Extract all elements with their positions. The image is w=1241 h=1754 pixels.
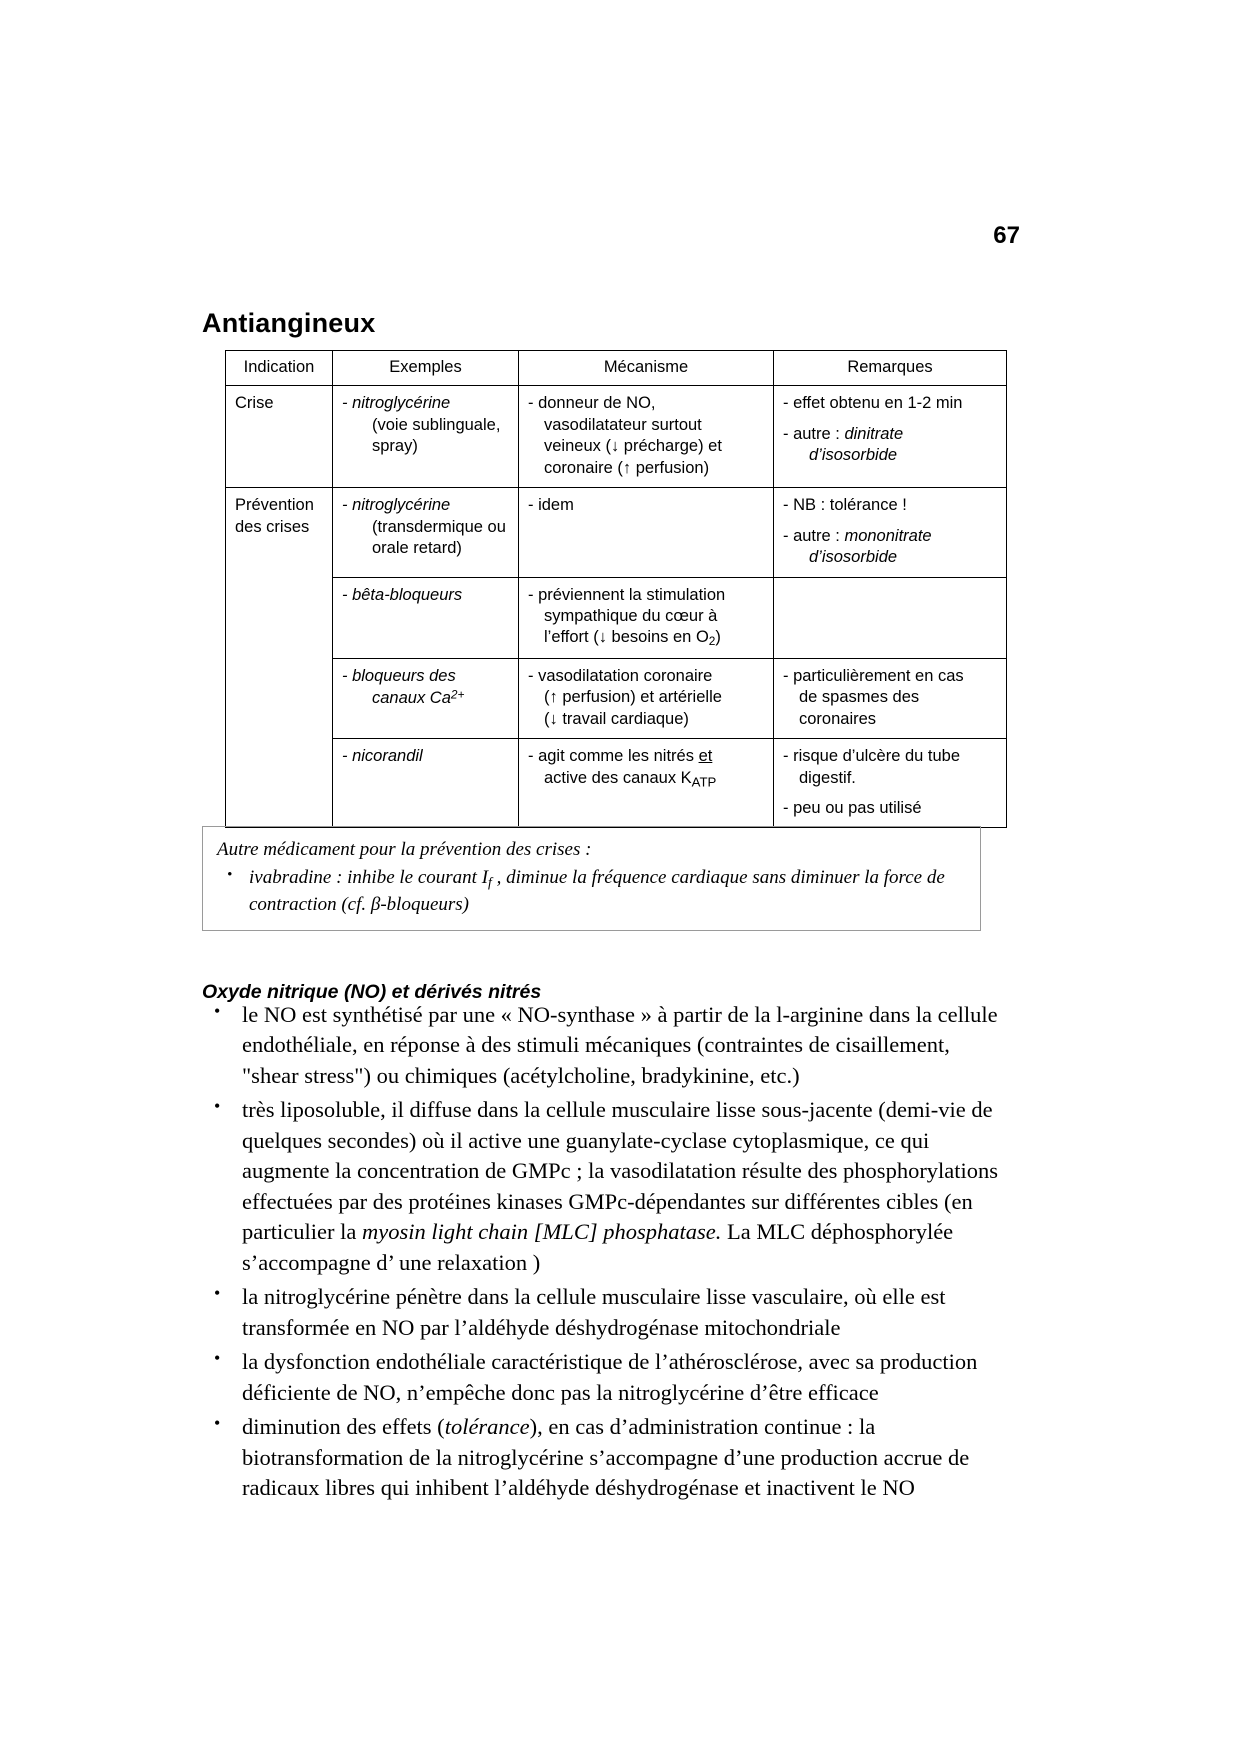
page-title: Antiangineux xyxy=(202,308,376,339)
cell-remarques xyxy=(774,577,1007,658)
text-drug-name: - nitroglycérine xyxy=(342,496,451,515)
note-list xyxy=(217,865,966,918)
cell-mecanisme xyxy=(519,658,774,738)
cell-remarques xyxy=(774,488,1007,577)
text-line: l’effort (↓ besoins en $O_2$) xyxy=(544,628,721,649)
page-number: 67 xyxy=(993,222,1020,249)
column-header-exemples: Exemples xyxy=(333,351,519,386)
cell-remarques xyxy=(774,739,1007,828)
text-line: - risque d’ulcère du tube xyxy=(783,747,961,766)
text-line: d’isosorbide xyxy=(809,446,898,465)
cell-exemples xyxy=(333,658,519,738)
text-line: veineux (↓ précharge) et xyxy=(544,437,722,456)
text-line: Prévention xyxy=(235,496,314,515)
table-row xyxy=(226,386,1007,488)
list-item: • la dysfonction endothéliale caractéristique de l’athérosclérose, avec sa production déficiente de NO, n’empêche donc pas la nitroglycérine d’être efficace xyxy=(202,1347,1002,1408)
prose-list xyxy=(202,1000,1002,1504)
text-drug-class: - bloqueurs des xyxy=(342,666,456,685)
section-body xyxy=(202,1000,1002,1508)
column-header-remarques: Remarques xyxy=(774,351,1007,386)
cell-indication xyxy=(226,488,333,828)
text-line: - donneur de NO, xyxy=(528,394,656,413)
text-line: coronaires xyxy=(799,709,877,728)
text-drug-name: dinitrate xyxy=(844,424,904,443)
text-line: active des canaux $K_{ATP}$ xyxy=(544,768,717,789)
text-drug-class: - bêta-bloqueurs xyxy=(342,585,463,604)
list-item: • très liposoluble, il diffuse dans la cellule musculaire lisse sous-jacente (demi-vie de quelques secondes) où il active une guanylate-cyclase cytoplasmique, ce qui augmente la concentration de GMPc ; la vasodilatation résulte des phosphorylations effectuées par des protéines kinases GMPc-dépendantes sur différentes cibles (en particulier la myosin light chain [MLC] phosphatase. La MLC déphosphorylée s’accompagne d’ une relaxation ) xyxy=(202,1095,1002,1278)
list-item: • diminution des effets (tolérance), en cas d’administration continue : la biotransformation de la nitroglycérine s’accompagne d’une production accrue de radicaux libres qui inhibent l’aldéhyde déshydrogénase et inactivent le NO xyxy=(202,1412,1002,1503)
text-line: - particulièrement en cas xyxy=(783,666,964,685)
text-drug-name: - nicorandil xyxy=(342,747,423,766)
note-box xyxy=(202,826,981,931)
cell-remarques xyxy=(774,658,1007,738)
antianginal-table xyxy=(225,350,1007,828)
text-line: canaux $Ca^{2+}$ xyxy=(372,687,465,707)
text-line: coronaire (↑ perfusion) xyxy=(544,458,710,477)
text-line: des crises xyxy=(235,517,310,536)
text-line: - agit comme les nitrés et xyxy=(528,747,713,766)
text-line: - NB : tolérance ! xyxy=(783,496,907,515)
text-line: spray) xyxy=(372,437,418,456)
cell-exemples xyxy=(333,577,519,658)
text-line: - peu ou pas utilisé xyxy=(783,798,922,817)
table-row xyxy=(226,739,1007,828)
text-line: (transdermique ou xyxy=(372,517,506,536)
antianginal-table-wrapper xyxy=(225,350,1006,828)
text-drug-name: - nitroglycérine xyxy=(342,394,451,413)
cell-exemples xyxy=(333,488,519,577)
column-header-indication: Indication xyxy=(226,351,333,386)
text-line: de spasmes des xyxy=(799,688,920,707)
list-item: • ivabradine : inhibe le courant $I_f$ , diminue la fréquence cardiaque sans diminuer la force de contraction (cf. β-bloqueurs) xyxy=(247,865,966,918)
text-line: digestif. xyxy=(799,768,856,787)
table-row xyxy=(226,658,1007,738)
cell-mecanisme xyxy=(519,488,774,577)
cell-exemples xyxy=(333,739,519,828)
text-line: orale retard) xyxy=(372,539,462,558)
list-item: • la nitroglycérine pénètre dans la cellule musculaire lisse vasculaire, où elle est transformée en NO par l’aldéhyde déshydrogénase mitochondriale xyxy=(202,1282,1002,1343)
table-row xyxy=(226,577,1007,658)
text-line: sympathique du cœur à xyxy=(544,606,718,625)
text-line: - autre : mononitrate xyxy=(783,526,932,545)
cell-indication: Crise xyxy=(226,386,333,488)
cell-mecanisme xyxy=(519,386,774,488)
cell-mecanisme xyxy=(519,577,774,658)
text-line: (↓ travail cardiaque) xyxy=(544,709,689,728)
text-line: - vasodilatation coronaire xyxy=(528,666,713,685)
text-line: - idem xyxy=(528,496,574,515)
text-line: - autre : dinitrate xyxy=(783,424,904,443)
text-line: - préviennent la stimulation xyxy=(528,585,726,604)
text-line: - effet obtenu en 1-2 min xyxy=(783,394,963,413)
column-header-mecanisme: Mécanisme xyxy=(519,351,774,386)
cell-mecanisme xyxy=(519,739,774,828)
text-line: vasodilatateur surtout xyxy=(544,415,702,434)
cell-remarques xyxy=(774,386,1007,488)
note-intro: Autre médicament pour la prévention des crises : xyxy=(217,839,592,860)
cell-exemples xyxy=(333,386,519,488)
text-line: d’isosorbide xyxy=(809,548,898,567)
list-item: • le NO est synthétisé par une « NO-synthase » à partir de la l-arginine dans la cellule endothéliale, en réponse à des stimuli mécaniques (contraintes de cisaillement, "shear stress") ou chimiques (acétylcholine, bradykinine, etc.) xyxy=(202,1000,1002,1091)
table-header-row xyxy=(226,351,1007,386)
text-line: (voie sublinguale, xyxy=(372,415,501,434)
section-heading: Oxyde nitrique (NO) et dérivés nitrés xyxy=(202,981,542,1004)
text-drug-name: mononitrate xyxy=(844,526,932,545)
text-line: (↑ perfusion) et artérielle xyxy=(544,688,722,707)
table-row xyxy=(226,488,1007,577)
